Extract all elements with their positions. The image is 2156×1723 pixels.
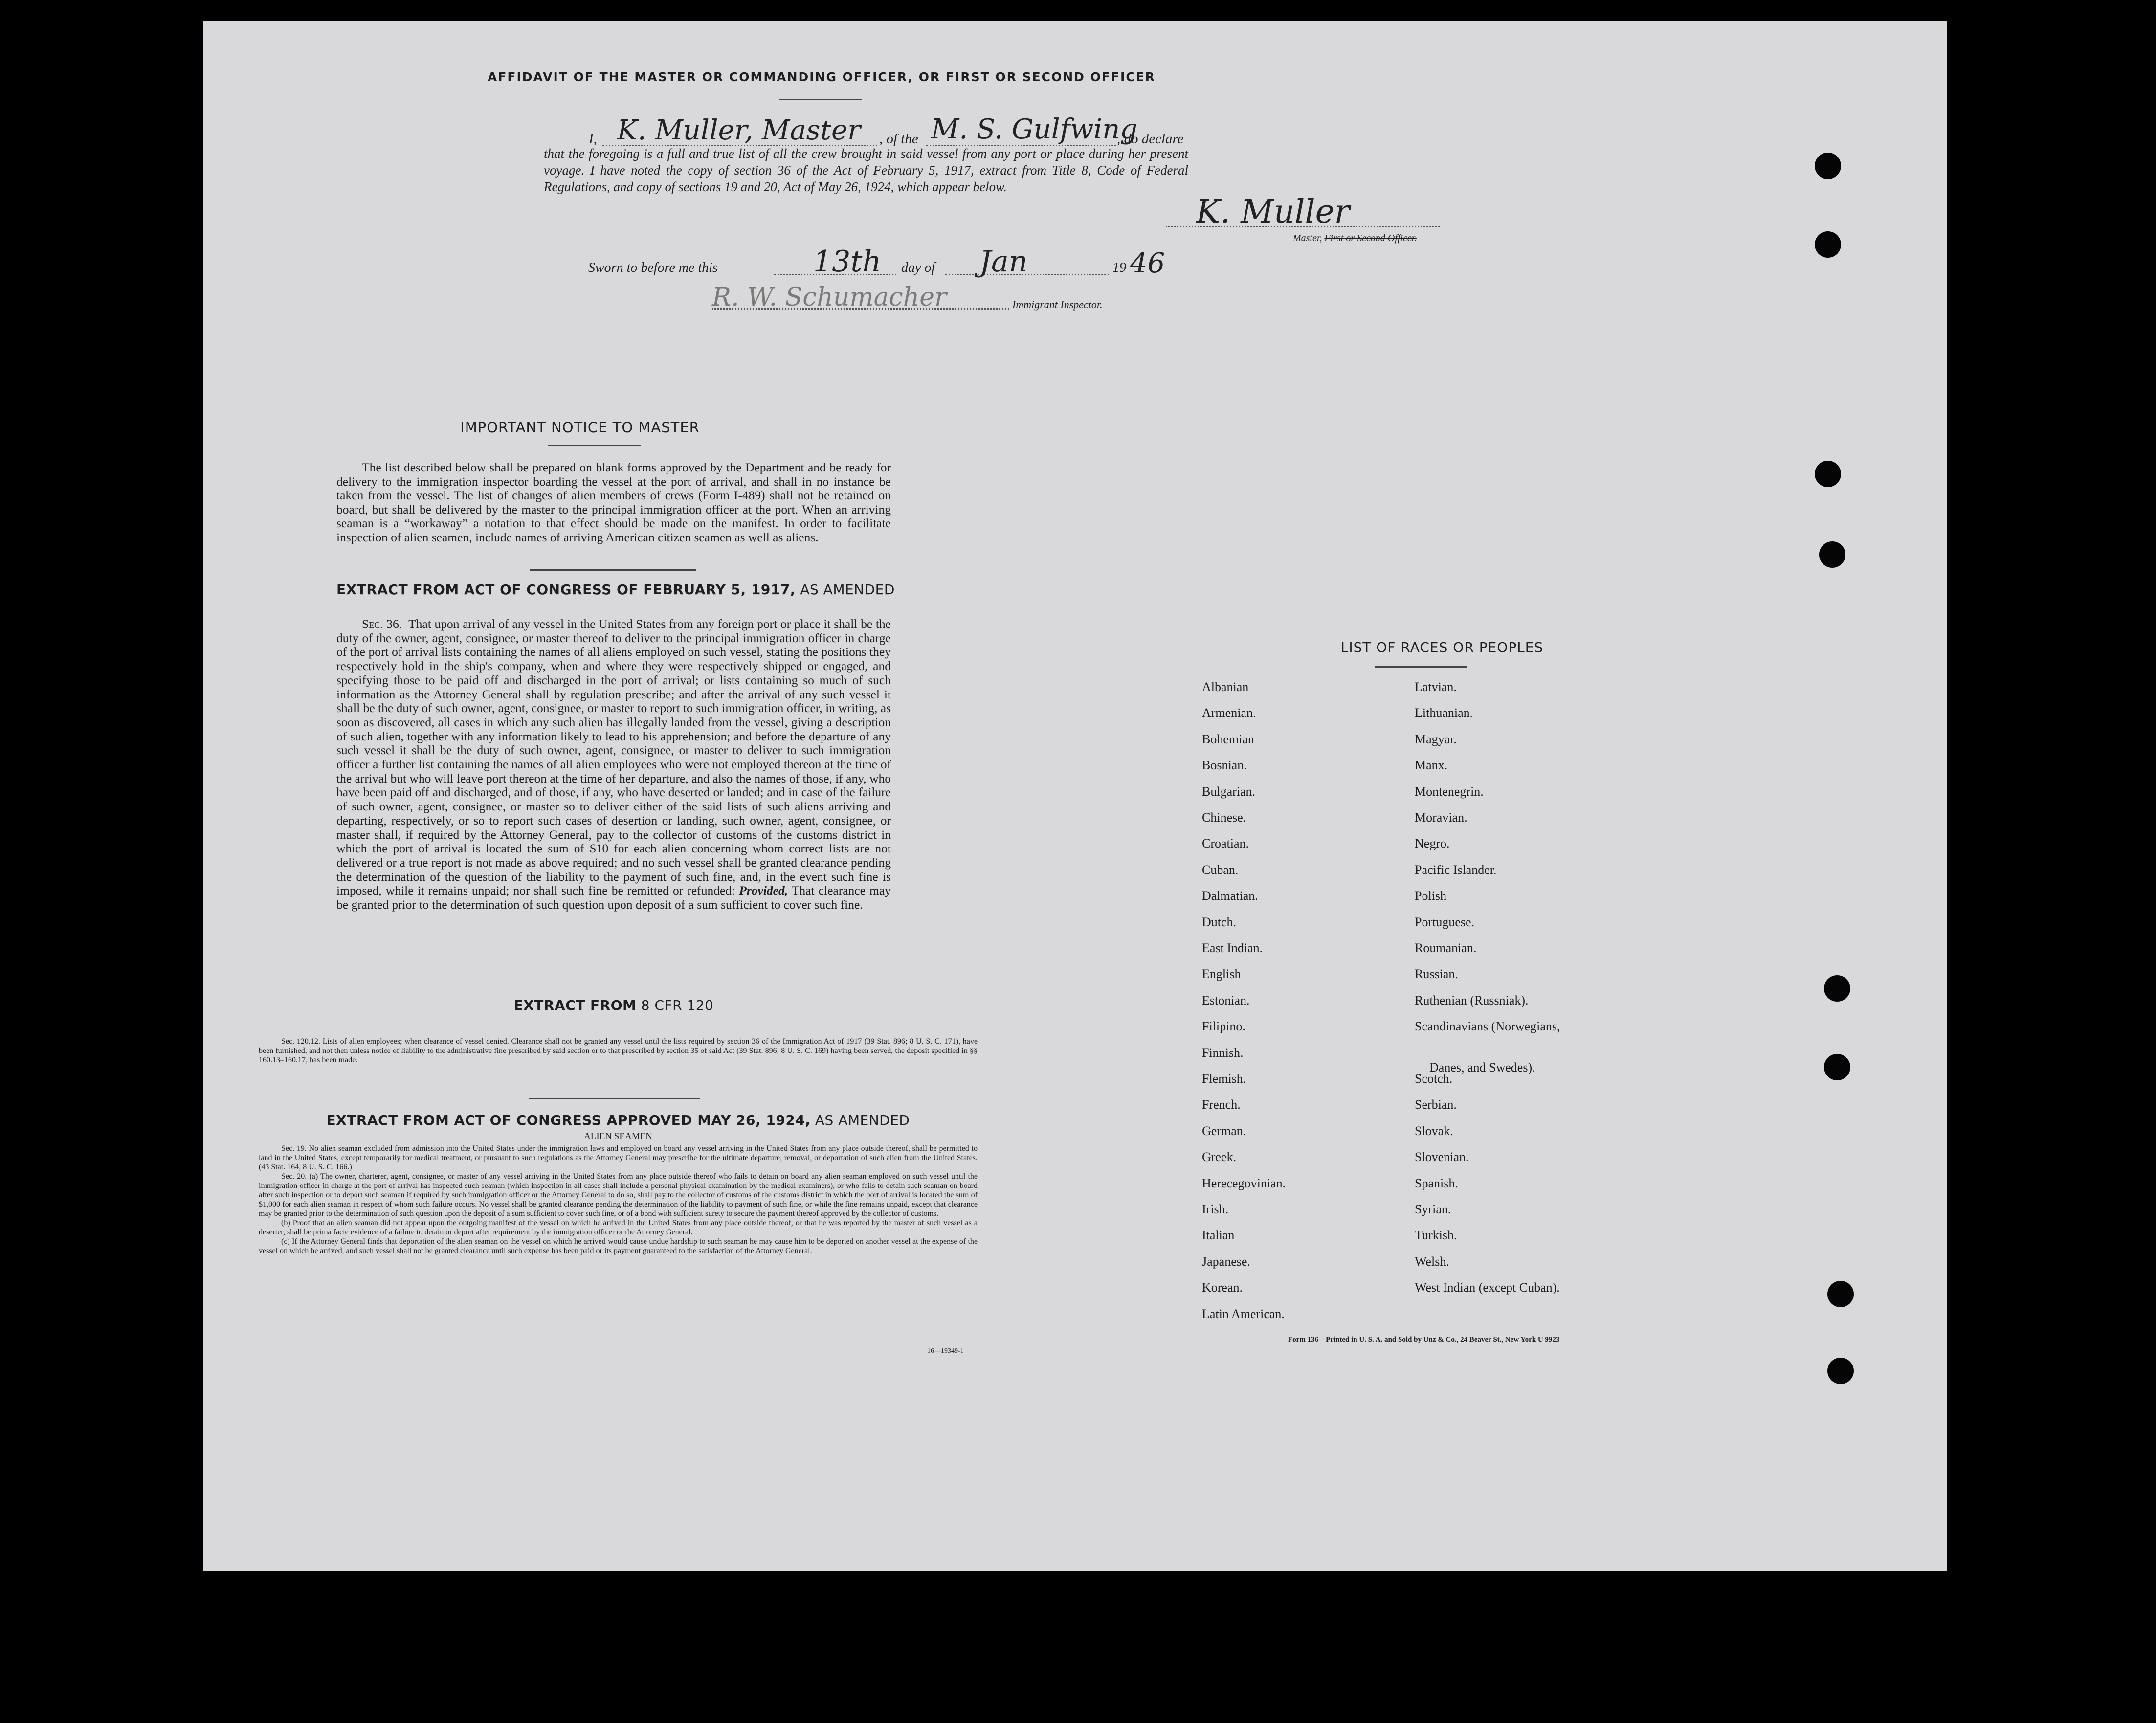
punch-hole [1815, 231, 1841, 258]
race-item: Herecegovinian. [1202, 1176, 1286, 1190]
divider [779, 99, 862, 100]
races-title: LIST OF RACES OR PEOPLES [1340, 639, 1544, 655]
race-item: Latvian. [1415, 680, 1457, 694]
notice-body: The list described below shall be prepared on blank forms approved by the Department and be ready for delivery to the immigration inspector boarding the vessel at the port of arrival, and shall in no instance be taken from the vessel. The list of changes of alien members of crews (Form I-489) shall not be retained on board, but shall be delivered by the master to the principal immigration officer at the port. When an arriving seaman is a “workaway” a notation to that effect should be made on the manifest. In order to facilitate inspection of alien seamen, include names of arriving American citizen seamen as well as aliens. [336, 460, 891, 544]
race-item: Japanese. [1202, 1254, 1250, 1269]
race-item: Negro. [1415, 836, 1450, 851]
race-item: Polish [1415, 889, 1447, 903]
master-signature: K. Muller [1196, 193, 1350, 230]
master-name-handwritten: K. Muller, Master [617, 114, 861, 146]
sec-20b-body: (b) Proof that an alien seaman did not appear upon the outgoing manifest of the vessel on which he arrived in the United States from any place outside thereof, or that he was reported by the master of such vessel as a deserter, shall be prima facie evidence of a failure to detain or deport after requirement by the immigration officer or the Attorney General. [259, 1219, 978, 1236]
race-item: Cuban. [1202, 862, 1239, 877]
races-right-column [1415, 680, 1659, 1350]
race-item: Albanian [1202, 680, 1249, 694]
extract-cfr-body: Sec. 120.12. Lists of alien employees; when clearance of vessel denied. Clearance shall not be granted any vessel until the lists required by section 36 of the Immigration Act of 1917 (39 Stat. 896; 8 U. S. C. 171), have been furnished, and not then unless notice of liability to the administrative fine prescribed by said section or to that prescribed by section 35 of said Act (39 Stat. 896; 8 U. S. C. 169) having been served, the deposit specified in §§ 160.13–160.17, has been made. [259, 1037, 978, 1064]
extract-1924-title: EXTRACT FROM ACT OF CONGRESS APPROVED MAY 26, 1924, AS AMENDED [326, 1112, 910, 1128]
inspector-line [712, 285, 1128, 314]
divider [548, 445, 641, 446]
race-item: Lithuanian. [1415, 706, 1473, 720]
race-item: French. [1202, 1097, 1241, 1112]
race-item: Portuguese. [1415, 915, 1475, 929]
race-item: German. [1202, 1123, 1246, 1138]
race-item: Irish. [1202, 1202, 1229, 1216]
sec-19-body: Sec. 19. No alien seaman excluded from admission into the United States under the immigration laws and employed on board any vessel arriving in the United States from any place outside thereof, shall be permitted to land in the United States, except temporarily for medical treatment, or pursuant to such regulations as the Attorney General may prescribe for the ultimate departure, removal, or deportation of such alien from the United States. (43 Stat. 164, 8 U. S. C. 166.) [259, 1144, 978, 1171]
sworn-prefix: Sworn to before me this [588, 260, 718, 275]
sworn-month-handwritten: Jan [979, 245, 1028, 279]
race-item: Croatian. [1202, 836, 1249, 851]
race-item: Latin American. [1202, 1306, 1285, 1321]
race-item: Scandinavians (Norwegians, [1415, 1019, 1560, 1034]
race-item: Russian. [1415, 967, 1458, 982]
race-item: Turkish. [1415, 1228, 1457, 1243]
race-item: Manx. [1415, 758, 1448, 773]
race-item: English [1202, 967, 1241, 982]
i-label: I, [589, 131, 597, 147]
year-prefix: 19 [1112, 260, 1126, 275]
race-item: Montenegrin. [1415, 784, 1484, 799]
race-item: Slovenian. [1415, 1150, 1469, 1164]
race-item: Ruthenian (Russniak). [1415, 993, 1529, 1007]
race-item: Pacific Islander. [1415, 862, 1497, 877]
extract-1924-subtitle: ALIEN SEAMEN [584, 1131, 652, 1141]
race-item: Dalmatian. [1202, 889, 1258, 903]
punch-hole [1824, 1054, 1850, 1080]
divider [530, 569, 696, 571]
sworn-line [588, 245, 1224, 284]
affidavit-body: that the foregoing is a full and true list of all the crew brought in said vessel from any port or place during her present voyage. I have noted the copy of section 36 of the Act of February 5, 1917, extract from Title 8, Code of Federal Regulations, and copy of sections 19 and 20, Act of May 26, 1924, which appear below. [544, 146, 1188, 194]
race-item: Roumanian. [1415, 941, 1477, 955]
race-item: Scotch. [1415, 1072, 1453, 1086]
race-item: Bohemian [1202, 732, 1254, 746]
inspector-signature: R. W. Schumacher [712, 283, 947, 312]
signature-line [1166, 226, 1440, 227]
punch-hole [1824, 975, 1850, 1002]
race-item: Estonian. [1202, 993, 1250, 1007]
race-item: Italian [1202, 1228, 1235, 1243]
affidavit-title: AFFIDAVIT OF THE MASTER OR COMMANDING OFFICER, OR FIRST OR SECOND OFFICER [487, 70, 1156, 84]
signature-caption: Master, First or Second Officer. [1293, 233, 1417, 244]
punch-hole [1827, 1281, 1854, 1307]
sec-20a-body: Sec. 20. (a) The owner, charterer, agent, consignee, or master of any vessel arriving in the United States from any place outside thereof who fails to detain on board any alien seaman employed on such vessel until the immigration officer in charge at the port of arrival has inspected such seaman (which inspection in all cases shall include a personal physical examination by the medical examiners), or who fails to detain such seaman on board after such inspection or to deport such seaman if required by such immigration officer or the Attorney General to do so, shall pay to the collector of customs of the customs district in which the port of arrival is located the sum of $1,000 for each alien seaman in respect of whom such failure occurs. No vessel shall be granted clearance pending the determination of the liability to payment of such fine, or while the fine remains unpaid, except that clearance may be granted prior to the determination of such question upon the deposit of a sum sufficient to cover such fine, or of a bond with sufficient surety to secure the payment thereof approved by the collector of customs. [259, 1172, 978, 1218]
divider [1375, 666, 1467, 668]
vessel-name-handwritten: M. S. Gulfwing [931, 113, 1138, 145]
race-item: Dutch. [1202, 915, 1237, 929]
race-item: Bulgarian. [1202, 784, 1256, 799]
divider [529, 1098, 700, 1099]
of-the-label: , of the [879, 131, 918, 147]
year-handwritten: 46 [1130, 247, 1165, 279]
extract-1917-title: EXTRACT FROM ACT OF CONGRESS OF FEBRUARY 5, 1917, AS AMENDED [336, 582, 895, 598]
race-item: Slovak. [1415, 1123, 1453, 1138]
sec-20c-body: (c) If the Attorney General finds that deportation of the alien seaman on the vessel on which he arrived would cause undue hardship to such seaman he may cause him to be deported on another vessel at the expense of the vessel on which he arrived, and such vessel shall not be granted clearance until such expense has been paid or its payment guaranteed to the satisfaction of the Attorney General. [259, 1237, 978, 1255]
races-left-column [1202, 680, 1398, 1350]
race-item: Flemish. [1202, 1072, 1246, 1086]
extract-1917-body: Sec. 36. That upon arrival of any vessel in the United States from any foreign port or place it shall be the duty of the owner, agent, consignee, or master thereof to deliver to the principal immigration officer in charge of the port of arrival lists containing the names of all aliens employed on such vessel, stating the positions they respectively hold in the ship's company, when and where they were respectively shipped or engaged, and specifying those to be paid off and discharged in the port of arrival; or lists containing so much of such information as the Attorney General shall by regulation prescribe; and after the arrival of any such vessel it shall be the duty of such owner, agent, consignee, or master to report to such immigration officer, in writing, as soon as discovered, all cases in which any such alien has illegally landed from the vessel, giving a description of such alien, together with any information likely to lead to his apprehension; and before the departure of any such vessel it shall be the duty of such owner, agent, consignee, or master to deliver to such immigration officer a further list containing the names of all alien employees who were not employed thereon at the time of the arrival but who will leave port thereon at the time of her departure, and also the names of those, if any, who have been paid off and discharged, and of those, if any, who have deserted or landed; and in case of the failure of such owner, agent, consignee, or master so to deliver either of the said lists of such aliens arriving and departing, respectively, or so to report such cases of desertion or landing, such owner, agent, consignee, or master shall, if required by the Attorney General, pay to the collector of customs of the customs district in which the port of arrival is located the sum of $10 for each alien concerning whom correct lists are not delivered or a true report is not made as above required; and no such vessel shall be granted clearance pending the determination of the question of the liability to the payment of such fine, and, in the event such fine is imposed, while it remains unpaid; nor shall such fine be remitted or refunded: Provided, That clearance may be granted prior to the determination of such question upon deposit of a sum sufficient to cover such fine. [336, 617, 891, 912]
race-item: Finnish. [1202, 1045, 1244, 1060]
race-item: West Indian (except Cuban). [1415, 1280, 1560, 1295]
master-signature-block [1166, 193, 1440, 251]
race-item: Armenian. [1202, 706, 1256, 720]
race-item: Bosnian. [1202, 758, 1247, 773]
notice-title: IMPORTANT NOTICE TO MASTER [460, 419, 700, 436]
do-declare-label: , do declare [1117, 131, 1184, 147]
race-item: Greek. [1202, 1150, 1237, 1164]
form-code: 16—19349-1 [927, 1347, 964, 1355]
race-item: Korean. [1202, 1280, 1243, 1295]
race-item: Moravian. [1415, 810, 1467, 825]
race-item: Filipino. [1202, 1019, 1245, 1034]
inspector-sign-line [712, 308, 1009, 310]
day-of-label: day of [901, 260, 935, 275]
race-item: Serbian. [1415, 1097, 1457, 1112]
race-item: Danes, and Swedes). [1429, 1060, 1535, 1074]
sworn-day-handwritten: 13th [813, 245, 882, 279]
race-item: Welsh. [1415, 1254, 1449, 1269]
punch-hole [1815, 461, 1841, 487]
form-footer: Form 136—Printed in U. S. A. and Sold by Unz & Co., 24 Beaver St., New York U 9923 [1288, 1336, 1560, 1343]
document-page [203, 21, 1947, 1571]
race-item: Magyar. [1415, 732, 1457, 746]
inspector-caption: Immigrant Inspector. [1012, 298, 1103, 311]
punch-hole [1819, 541, 1845, 568]
race-item: East Indian. [1202, 941, 1263, 955]
race-item: Syrian. [1415, 1202, 1451, 1216]
punch-hole [1815, 153, 1841, 179]
race-item: Chinese. [1202, 810, 1246, 825]
extract-cfr-title: EXTRACT FROM 8 CFR 120 [513, 997, 714, 1013]
punch-hole [1827, 1358, 1854, 1384]
race-item: Spanish. [1415, 1176, 1458, 1190]
